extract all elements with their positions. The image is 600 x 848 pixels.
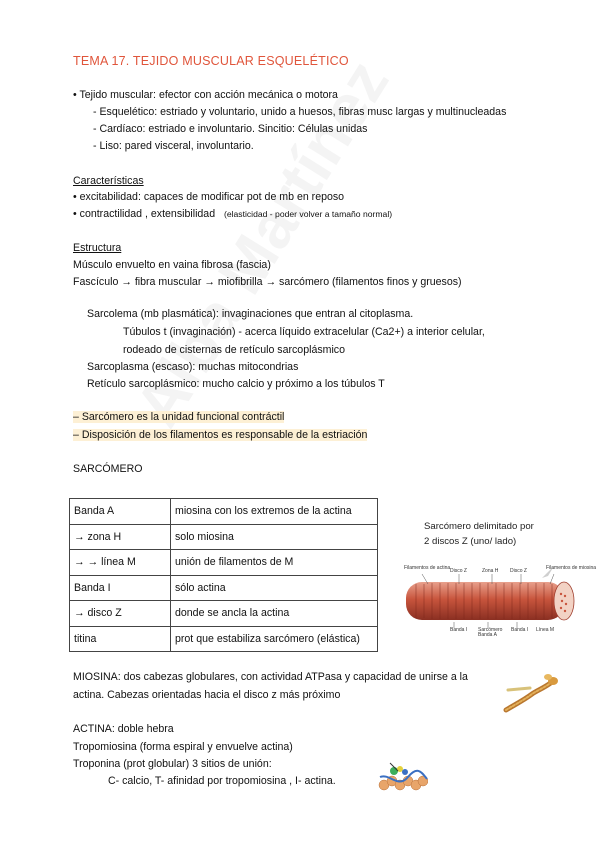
table-row: [70, 524, 378, 550]
highlight-text: – Sarcómero es la unidad funcional contráctil: [73, 411, 285, 423]
table-row: [70, 550, 378, 576]
table-cell: miosina con los extremos de la actina: [171, 499, 378, 525]
estructura-sarcolema: Sarcolema (mb plasmática): invaginaciones que entran al citoplasma.: [87, 308, 414, 320]
actina-line: Troponina (prot globular) 3 sitios de unión:: [73, 758, 272, 770]
diagram-label: Disco Z: [450, 568, 467, 574]
page-title: TEMA 17. TEJIDO MUSCULAR ESQUELÉTICO: [73, 54, 349, 68]
caracteristica-item: [73, 207, 392, 221]
intro-item: - Liso: pared visceral, involuntario.: [93, 140, 254, 152]
myosin-image: [502, 672, 560, 716]
diagram-label: Banda I: [511, 627, 529, 633]
sarcomere-diagram: [404, 562, 597, 638]
table-cell: → disco Z: [70, 601, 171, 627]
diagram-label: Disco Z: [510, 568, 527, 574]
diagram-label: Zona H: [482, 568, 499, 574]
estructura-tubulos: rodeado de cisternas de retículo sarcoplásmico: [123, 344, 345, 356]
diagram-label: Banda I: [450, 627, 468, 633]
intro-lead: • Tejido muscular: efector con acción mecánica o motora: [73, 89, 338, 101]
diagram-label: Banda A: [478, 632, 497, 638]
section-heading-caracteristicas: Características: [73, 175, 144, 187]
table-cell: prot que estabiliza sarcómero (elástica): [171, 626, 378, 652]
estructura-tubulos: Túbulos t (invaginación) - acerca líquido extracelular (Ca2+) a interior celular,: [123, 326, 485, 338]
actin-illustration: [378, 761, 428, 795]
highlight-line: [73, 428, 367, 442]
caracteristica-text: • contractilidad , extensibilidad: [73, 208, 216, 220]
diagram-label: Sarcómero: [478, 627, 503, 633]
actin-image: [378, 761, 428, 795]
table-cell: titina: [70, 626, 171, 652]
intro-item: - Esquelético: estriado y voluntario, unido a huesos, fibras musc largas y multinucleadas: [93, 106, 507, 118]
table-row: [70, 575, 378, 601]
diagram-label: Filamentos de actina: [404, 565, 451, 571]
table-cell: → → línea M: [70, 550, 171, 576]
actina-line: ACTINA: doble hebra: [73, 723, 174, 735]
estructura-sarcoplasma: Sarcoplasma (escaso): muchas mitocondrias: [87, 361, 299, 373]
table-row: [70, 626, 378, 652]
myosin-illustration: [502, 672, 560, 716]
highlight-line: [73, 410, 284, 424]
miosina-line: actina. Cabezas orientadas hacia el disco z más próximo: [73, 689, 341, 701]
diagram-label: Filamentos de miosina: [546, 565, 597, 571]
estructura-reticulo: Retículo sarcoplásmico: mucho calcio y próximo a los túbulos T: [87, 378, 385, 390]
caracteristica-note: (elasticidad - poder volver a tamaño normal): [223, 209, 393, 219]
table-cell: Banda I: [70, 575, 171, 601]
estructura-line: Fascículo → fibra muscular → miofibrilla → sarcómero (filamentos finos y gruesos): [73, 276, 462, 288]
table-cell: donde se ancla la actina: [171, 601, 378, 627]
table-row: [70, 499, 378, 525]
table-cell: Banda A: [70, 499, 171, 525]
intro-item: - Cardíaco: estriado e involuntario. Sincitio: Células unidas: [93, 123, 368, 135]
diagram-label: Línea M: [536, 627, 555, 633]
caracteristica-item: • excitabilidad: capaces de modificar pot de mb en reposo: [73, 191, 345, 203]
sarcomero-table: [69, 498, 378, 652]
estructura-line: Músculo envuelto en vaina fibrosa (fascia): [73, 259, 271, 271]
table-cell: sólo actina: [171, 575, 378, 601]
table-cell: → zona H: [70, 524, 171, 550]
miosina-line: MIOSINA: dos cabezas globulares, con actividad ATPasa y capacidad de unirse a la: [73, 671, 468, 683]
section-heading-estructura: Estructura: [73, 242, 122, 254]
actina-line: Tropomiosina (forma espiral y envuelve actina): [73, 741, 293, 753]
table-cell: unión de filamentos de M: [171, 550, 378, 576]
actina-line: C- calcio, T- afinidad por tropomiosina , I- actina.: [108, 775, 336, 787]
table-cell: solo miosina: [171, 524, 378, 550]
section-heading-sarcomero: SARCÓMERO: [73, 463, 143, 475]
highlight-text: – Disposición de los filamentos es responsable de la estriación: [73, 429, 368, 441]
table-row: [70, 601, 378, 627]
diagram-caption: Sarcómero delimitado por: [424, 521, 534, 532]
diagram-caption: 2 discos Z (uno/ lado): [424, 536, 517, 547]
